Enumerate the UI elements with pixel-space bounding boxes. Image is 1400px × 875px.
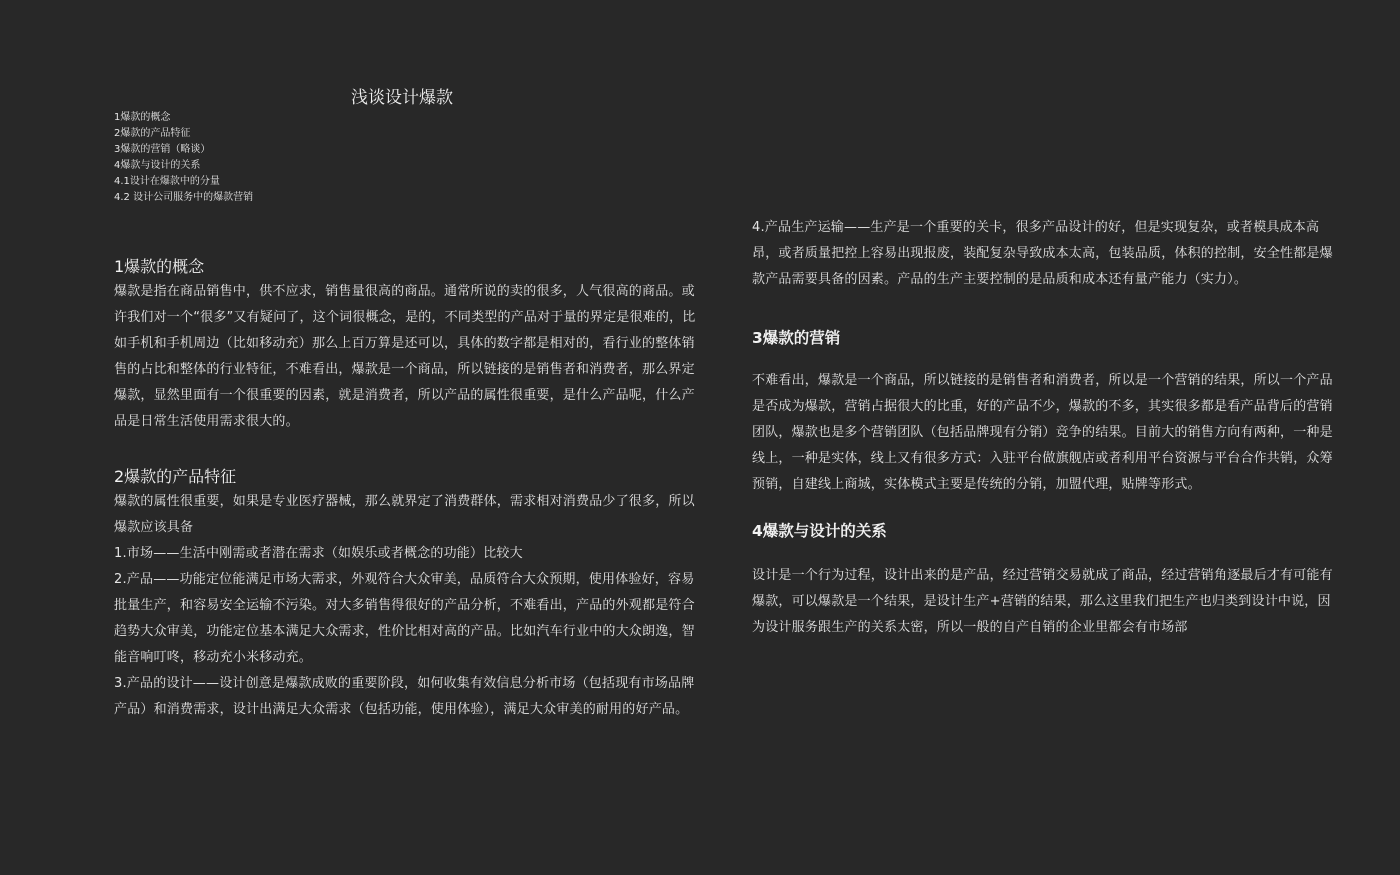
- feature-item-market: 1.市场——生活中刚需或者潜在需求（如娱乐或者概念的功能）比较大: [114, 546, 523, 561]
- section-body-marketing: 不难看出，爆款是一个商品，所以链接的是销售者和消费者，所以是一个营销的结果，所以一个产品是否成为爆款，营销占据很大的比重，好的产品不少，爆款的不多，其实很多都是看产品背后的营销团队，爆款也是多个营销团队（包括品牌现有分销）竞争的结果。目前大的销售方向有两种，一种是线上，一种是实体，线上又有很多方式：入驻平台做旗舰店或者利用平台资源与平台合作共销，众筹预销，自建线上商城，实体模式主要是传统的分销，加盟代理，贴牌等形式。: [752, 373, 1333, 492]
- toc-item: 3爆款的营销（略谈）: [114, 144, 211, 155]
- feature-item-design: 3.产品的设计——设计创意是爆款成败的重要阶段，如何收集有效信息分析市场（包括现有市场品牌产品）和消费需求，设计出满足大众需求（包括功能，使用体验），满足大众审美的耐用的好产品。: [114, 676, 695, 717]
- toc-item: 4.1设计在爆款中的分量: [114, 176, 220, 187]
- section-body-design-relation: 设计是一个行为过程，设计出来的是产品，经过营销交易就成了商品，经过营销角逐最后才有可能有爆款，可以爆款是一个结果，是设计生产+营销的结果，那么这里我们把生产也归类到设计中说，因为设计服务跟生产的关系太密，所以一般的自产自销的企业里都会有市场部: [752, 568, 1333, 635]
- toc-item: 2爆款的产品特征: [114, 128, 191, 139]
- toc-item: 1爆款的概念: [114, 112, 171, 123]
- section-heading-marketing: 3爆款的营销: [752, 329, 841, 347]
- feature-item-product: 2.产品——功能定位能满足市场大需求，外观符合大众审美，品质符合大众预期，使用体验好，容易批量生产，和容易安全运输不污染。对大多销售得很好的产品分析，不难看出，产品的外观都是符合趋势大众审美，功能定位基本满足大众需求，性价比相对高的产品。比如汽车行业中的大众朗逸，智能音响叮咚，移动充小米移动充。: [114, 572, 695, 665]
- page-title: 浅谈设计爆款: [351, 88, 453, 108]
- left-column: [114, 255, 696, 723]
- toc-item: 4.2 设计公司服务中的爆款营销: [114, 192, 254, 203]
- feature-item-production: 4.产品生产运输——生产是一个重要的关卡，很多产品设计的好，但是实现复杂，或者模具成本高昂，或者质量把控上容易出现报废，装配复杂导致成本太高，包装品质，体积的控制，安全性都是爆款产品需要具备的因素。产品的生产主要控制的是品质和成本还有量产能力（实力）。: [752, 220, 1333, 287]
- section-body-concept: 爆款是指在商品销售中，供不应求，销售量很高的商品。通常所说的卖的很多，人气很高的商品。或许我们对一个“很多”又有疑问了，这个词很概念，是的，不同类型的产品对于量的界定是很难的，比如手机和手机周边（比如移动充）那么上百万算是还可以，具体的数字都是相对的，看行业的整体销售的占比和整体的行业特征，不难看出，爆款是一个商品，所以链接的是销售者和消费者，那么界定爆款，显然里面有一个很重要的因素，就是消费者，所以产品的属性很重要，是什么产品呢，什么产品是日常生活使用需求很大的。: [114, 284, 696, 429]
- table-of-contents: [114, 110, 253, 206]
- toc-item: 4爆款与设计的关系: [114, 160, 201, 171]
- section-heading-features: 2爆款的产品特征: [114, 467, 237, 486]
- section-heading-concept: 1爆款的概念: [114, 257, 205, 276]
- section-heading-design-relation: 4爆款与设计的关系: [752, 522, 887, 540]
- section-intro-features: 爆款的属性很重要，如果是专业医疗器械，那么就界定了消费群体，需求相对消费品少了很多，所以爆款应该具备: [114, 494, 695, 535]
- right-column: [752, 215, 1334, 641]
